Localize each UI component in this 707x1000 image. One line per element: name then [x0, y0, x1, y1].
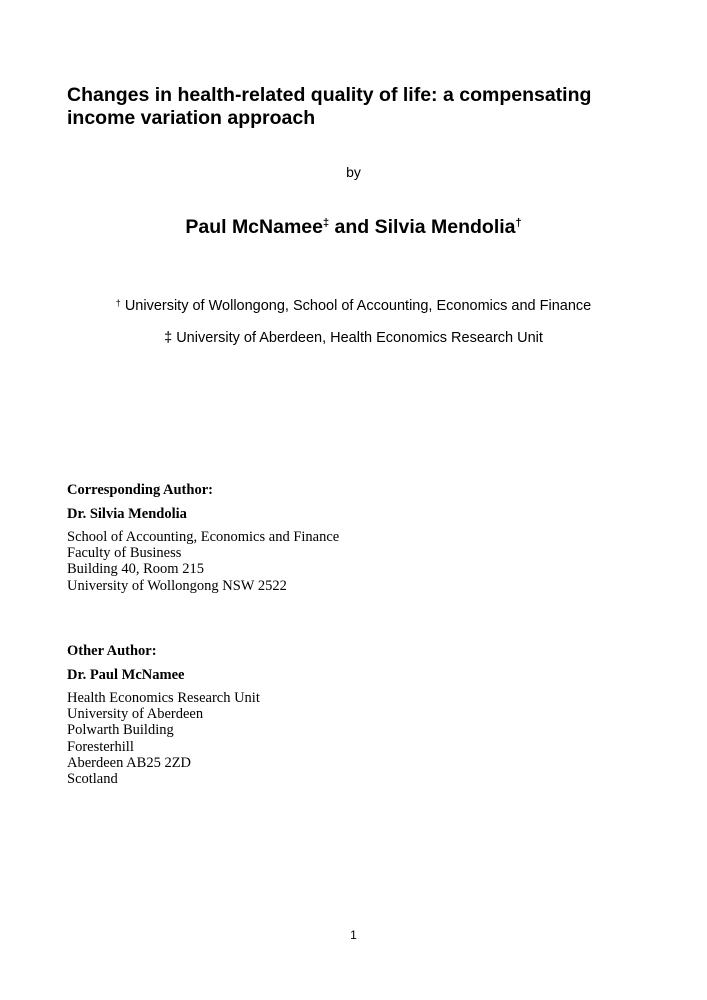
corresponding-author-name: Dr. Silvia Mendolia [67, 506, 187, 522]
address-line: Polwarth Building [67, 722, 174, 739]
corresponding-author-address [67, 529, 339, 594]
address-line: Faculty of Business [67, 545, 182, 562]
address-line: Building 40, Room 215 [67, 561, 204, 578]
address-line: Scotland [67, 771, 118, 788]
address-line: School of Accounting, Economics and Finance [67, 529, 340, 545]
author-mendolia: and Silvia Mendolia [334, 216, 516, 238]
address-line: University of Aberdeen [67, 706, 204, 723]
affiliation-mark-wollongong: † [515, 217, 522, 229]
affiliation-text: University of Aberdeen, Health Economics Research Unit [176, 330, 543, 346]
author-mcnamee: Paul McNamee [185, 216, 323, 238]
other-author-address [67, 690, 260, 787]
page-number: 1 [350, 928, 357, 942]
address-line: Foresterhill [67, 738, 134, 755]
affiliation-text: University of Wollongong, School of Accounting, Economics and Finance [124, 298, 592, 314]
corresponding-author-heading: Corresponding Author: [67, 482, 213, 498]
address-line: University of Wollongong NSW 2522 [67, 577, 287, 594]
other-author-name: Dr. Paul McNamee [67, 667, 185, 683]
affiliation-mark: ‡ [164, 330, 173, 346]
author-line [0, 216, 707, 239]
paper-title: Changes in health-related quality of life: a compensating income variation approach [67, 84, 592, 129]
affiliation-aberdeen [0, 330, 707, 346]
affiliation-mark: † [115, 298, 121, 308]
affiliation-mark-aberdeen: ‡ [323, 217, 330, 229]
by-label: by [346, 164, 361, 180]
address-line: Aberdeen AB25 2ZD [67, 754, 192, 771]
address-line: Health Economics Research Unit [67, 690, 260, 706]
affiliation-wollongong [0, 298, 707, 314]
other-author-heading: Other Author: [67, 643, 157, 659]
